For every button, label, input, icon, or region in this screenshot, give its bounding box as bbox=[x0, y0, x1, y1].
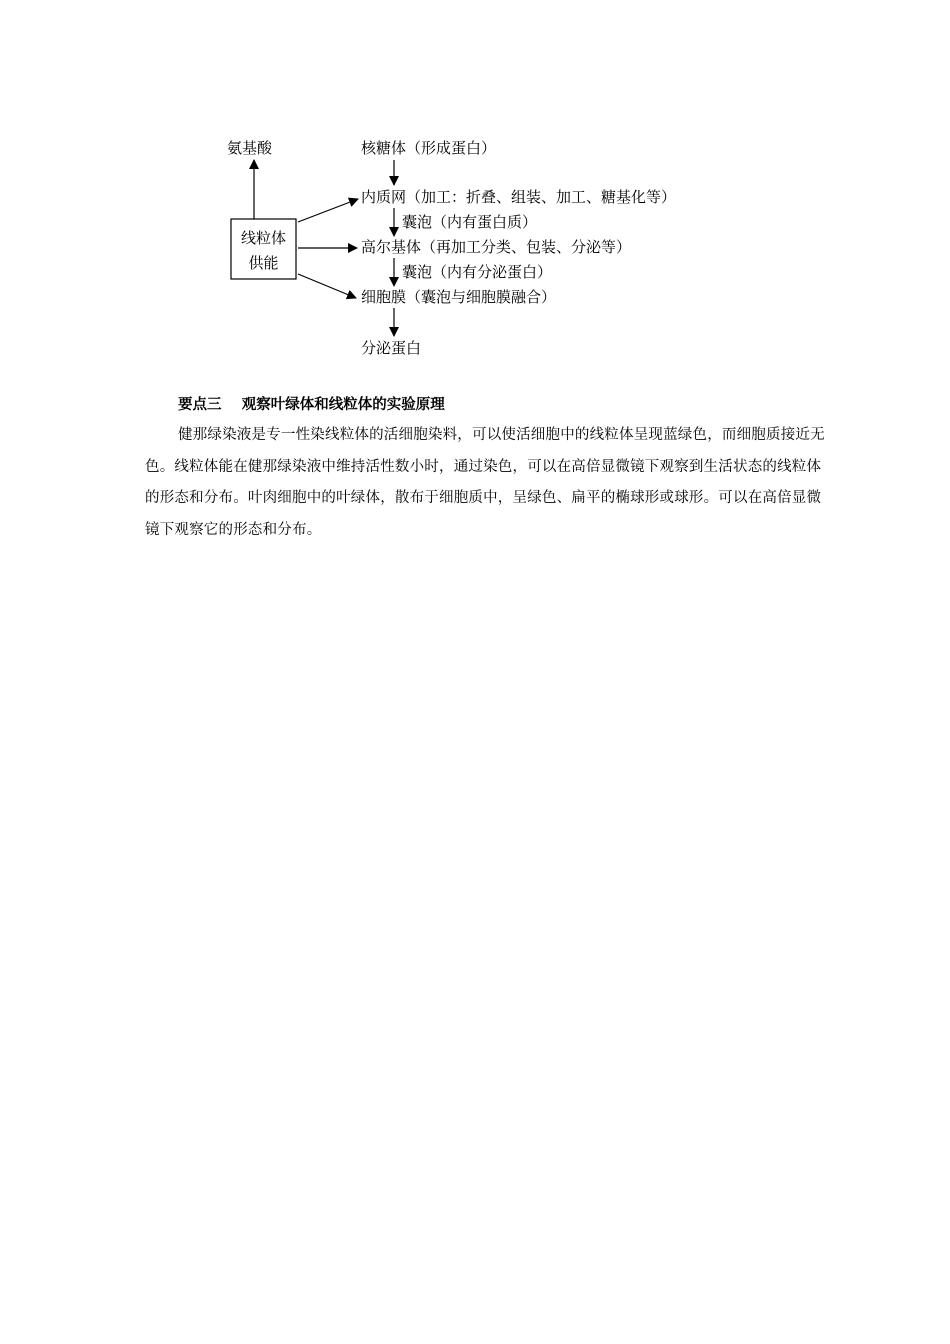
arrow-mito-to-er bbox=[298, 199, 358, 222]
key-point-three-section bbox=[145, 392, 825, 546]
secreted-protein-label: 分泌蛋白 bbox=[361, 339, 422, 357]
energy-supply-label: 供能 bbox=[248, 254, 279, 272]
section-heading: 要点三 观察叶绿体和线粒体的实验原理 bbox=[178, 396, 445, 413]
cell-membrane-label: 细胞膜（囊泡与细胞膜融合） bbox=[361, 288, 557, 306]
arrow-mito-to-membrane bbox=[298, 274, 356, 298]
vesicle-protein-label: 囊泡（内有蛋白质） bbox=[402, 213, 538, 231]
er-label: 内质网（加工：折叠、组装、加工、糖基化等） bbox=[361, 188, 677, 206]
amino-acid-label: 氨基酸 bbox=[227, 139, 273, 157]
golgi-label: 高尔基体（再加工分类、包装、分泌等） bbox=[361, 238, 632, 256]
mitochondria-label: 线粒体 bbox=[240, 229, 287, 247]
vesicle-secretory-label: 囊泡（内有分泌蛋白） bbox=[402, 263, 553, 281]
ribosome-label: 核糖体（形成蛋白） bbox=[361, 139, 497, 157]
secretory-pathway-diagram bbox=[0, 0, 950, 380]
section-paragraph: 健那绿染液是专一性染线粒体的活细胞染料，可以使活细胞中的线粒体呈现蓝绿色，而细胞质接近无色。线粒体能在健那绿染液中维持活性数小时，通过染色，可以在高倍显微镜下观察到生活状态的线粒体的形态和分布。叶肉细胞中的叶绿体，散布于细胞质中，呈绿色、扁平的椭球形或球形。可以在高倍显微镜下观察它的形态和分布。 bbox=[145, 427, 825, 538]
